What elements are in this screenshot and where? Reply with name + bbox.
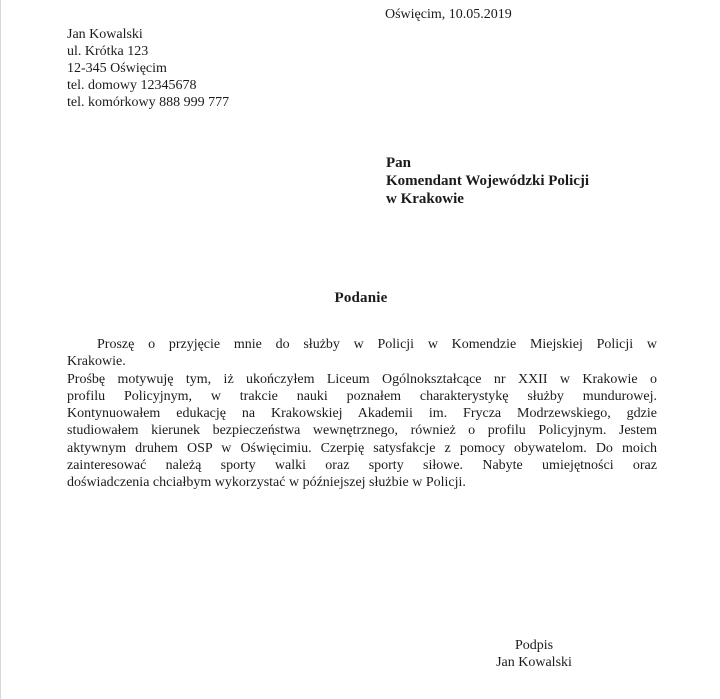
sender-block: [67, 26, 229, 111]
sender-phone-home: tel. domowy 12345678: [67, 78, 197, 93]
date-line: Oświęcim, 10.05.2019: [385, 7, 512, 22]
sender-name: Jan Kowalski: [67, 27, 143, 42]
body-line: aktywnym druhem OSP w Oświęcimiu. Czerpię satysfakcje z pomocy obywatelom. Do moich: [67, 440, 657, 456]
body-line: doświadczenia chciałbym wykorzystać w późniejszej służbie w Policji.: [67, 475, 466, 491]
body-line: zainteresować należą sporty walki oraz sporty siłowe. Nabyte umiejętności oraz: [67, 458, 657, 474]
letter-title: Podanie: [334, 290, 388, 306]
sender-city: 12-345 Oświęcim: [67, 61, 167, 76]
body-line: Krakowie.: [67, 354, 126, 370]
body-line: Proszę o przyjęcie mnie do służby w Policji w Komendzie Miejskiej Policji w: [97, 337, 657, 352]
sender-phone-mobile: tel. komórkowy 888 999 777: [67, 95, 230, 110]
body-line: Kontynuowałem edukację na Krakowskiej Akademii im. Frycza Modrzewskiego, gdzie: [67, 406, 657, 422]
recipient-city: w Krakowie: [386, 191, 464, 207]
sender-street: ul. Krótka 123: [67, 44, 149, 59]
body-line: profilu Policyjnym, w trakcie nauki poznałem charakterystykę służby mundurowej.: [67, 388, 657, 404]
letter-body: [67, 336, 657, 492]
body-line: Prośbę motywuję tym, iż ukończyłem Liceum Ogólnokształcące nr XXII w Krakowie o: [67, 371, 657, 387]
signature-label: Podpis: [514, 638, 554, 653]
recipient-title: Komendant Wojewódzki Policji: [386, 173, 590, 189]
signature-name: Jan Kowalski: [496, 655, 572, 670]
body-line: studiowałem kierunek bezpieczeństwa wewnętrznego, również o profilu Policyjnym. Jestem: [67, 423, 657, 439]
signature-block: [434, 637, 634, 671]
recipient-salutation: Pan: [386, 155, 412, 171]
recipient-block: [386, 154, 589, 208]
